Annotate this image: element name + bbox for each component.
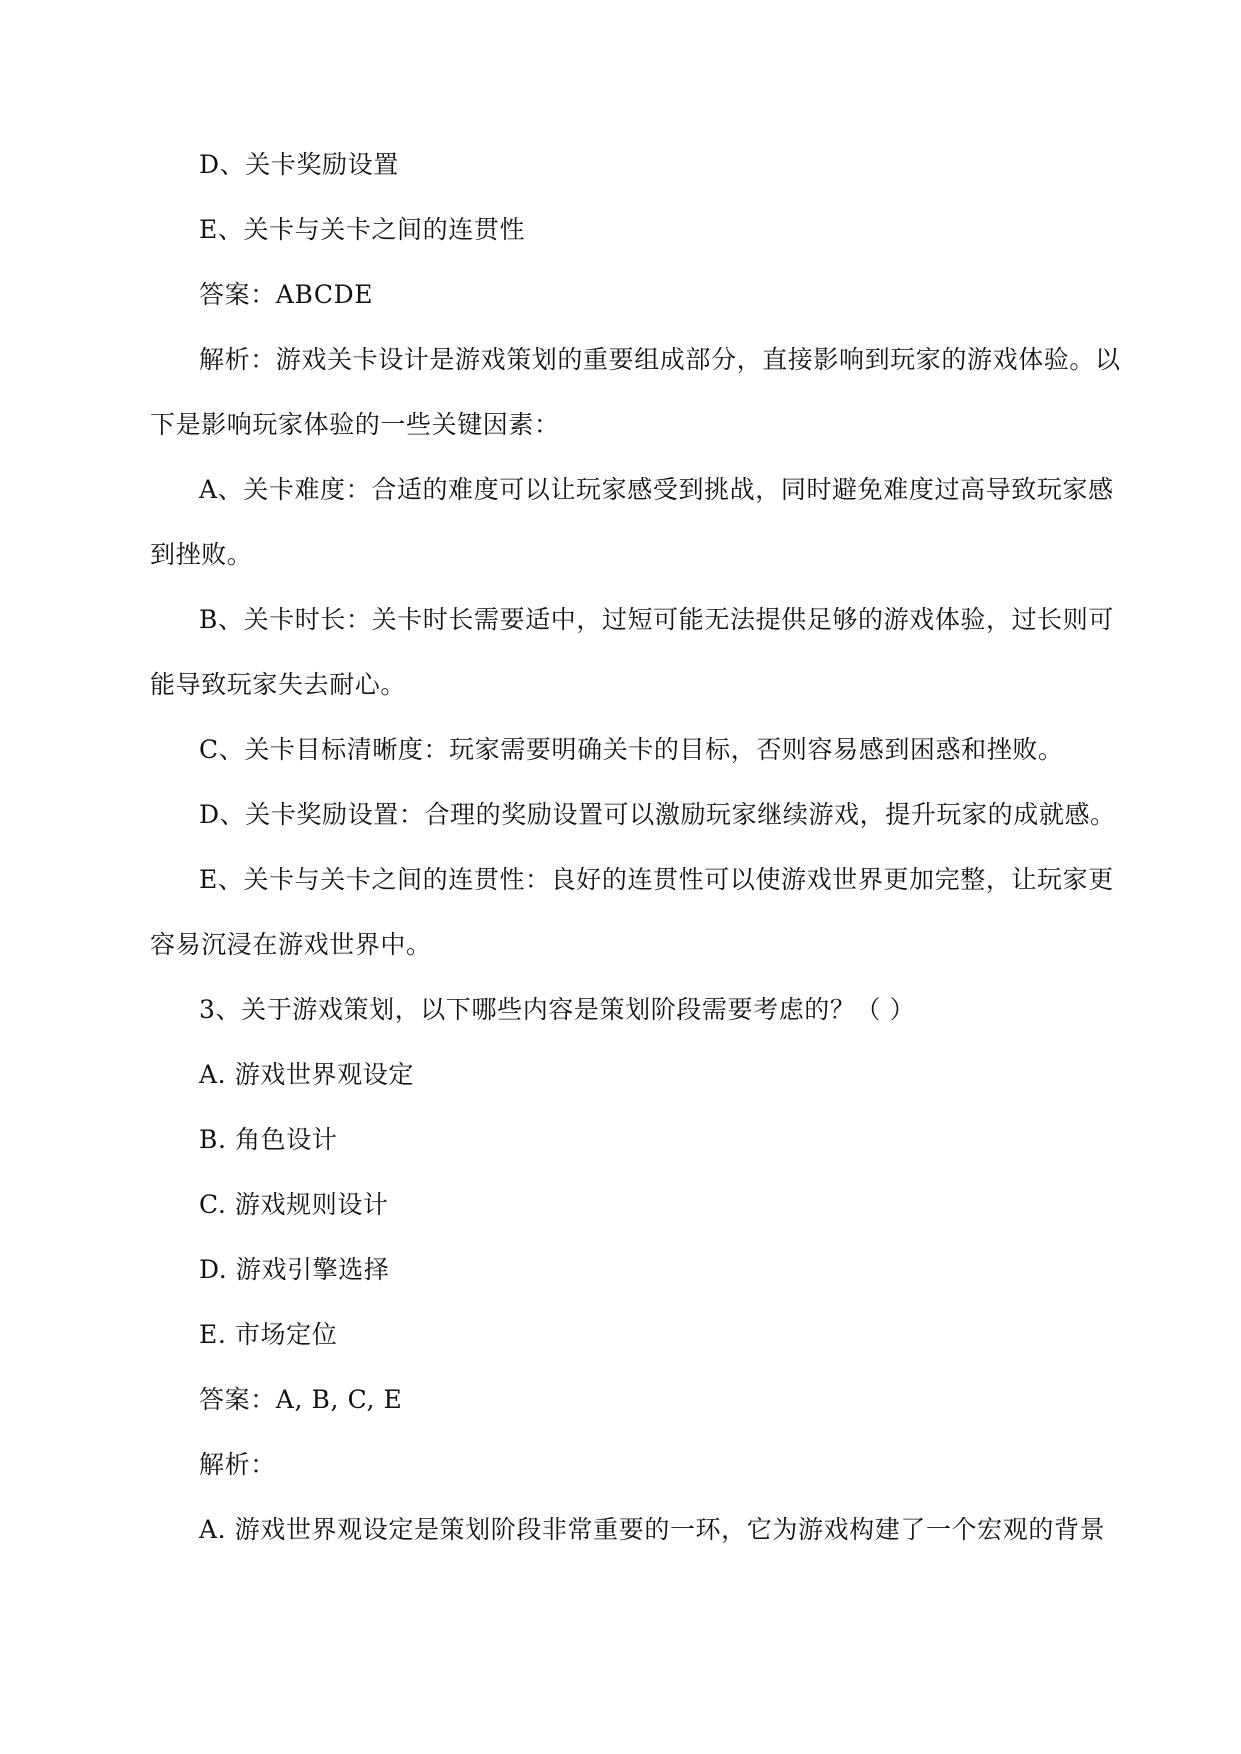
analysis-item-c-line: C、关卡目标清晰度：玩家需要明确关卡的目标，否则容易感到困惑和挫败。 [199,735,1064,764]
question-3-option-d: D. 游戏引擎选择 [199,1255,390,1284]
analysis-item-a-line: 到挫败。 [150,540,253,569]
question-3-option-e: E. 市场定位 [199,1320,338,1349]
analysis-paragraph-line: 解析：游戏关卡设计是游戏策划的重要组成部分，直接影响到玩家的游戏体验。以 [199,345,1121,374]
question-3-answer: 答案：A, B, C, E [199,1385,403,1414]
option-d-text: D、关卡奖励设置 [199,150,399,179]
question-3-analysis-line: A. 游戏世界观设定是策划阶段非常重要的一环，它为游戏构建了一个宏观的背景 [199,1515,1106,1544]
question-3-option-b: B. 角色设计 [199,1125,338,1154]
analysis-paragraph-line: 下是影响玩家体验的一些关键因素： [150,410,560,439]
analysis-item-b-line: B、关卡时长：关卡时长需要适中，过短可能无法提供足够的游戏体验，过长则可 [199,605,1114,634]
question-3-option-a: A. 游戏世界观设定 [199,1060,414,1089]
analysis-item-e-line: 容易沉浸在游戏世界中。 [150,930,432,959]
option-e-text: E、关卡与关卡之间的连贯性 [199,215,526,244]
analysis-item-d-line: D、关卡奖励设置：合理的奖励设置可以激励玩家继续游戏，提升玩家的成就感。 [199,800,1116,829]
analysis-item-a-line: A、关卡难度：合适的难度可以让玩家感受到挑战，同时避免难度过高导致玩家感 [199,475,1114,504]
analysis-item-e-line: E、关卡与关卡之间的连贯性：良好的连贯性可以使游戏世界更加完整，让玩家更 [199,865,1114,894]
analysis-item-b-line: 能导致玩家失去耐心。 [150,670,407,699]
question-3-option-c: C. 游戏规则设计 [199,1190,389,1219]
answer-text: 答案：ABCDE [199,280,374,309]
question-3-analysis-heading: 解析： [199,1450,276,1479]
question-3-text: 3、关于游戏策划，以下哪些内容是策划阶段需要考虑的？（ ） [199,995,916,1024]
